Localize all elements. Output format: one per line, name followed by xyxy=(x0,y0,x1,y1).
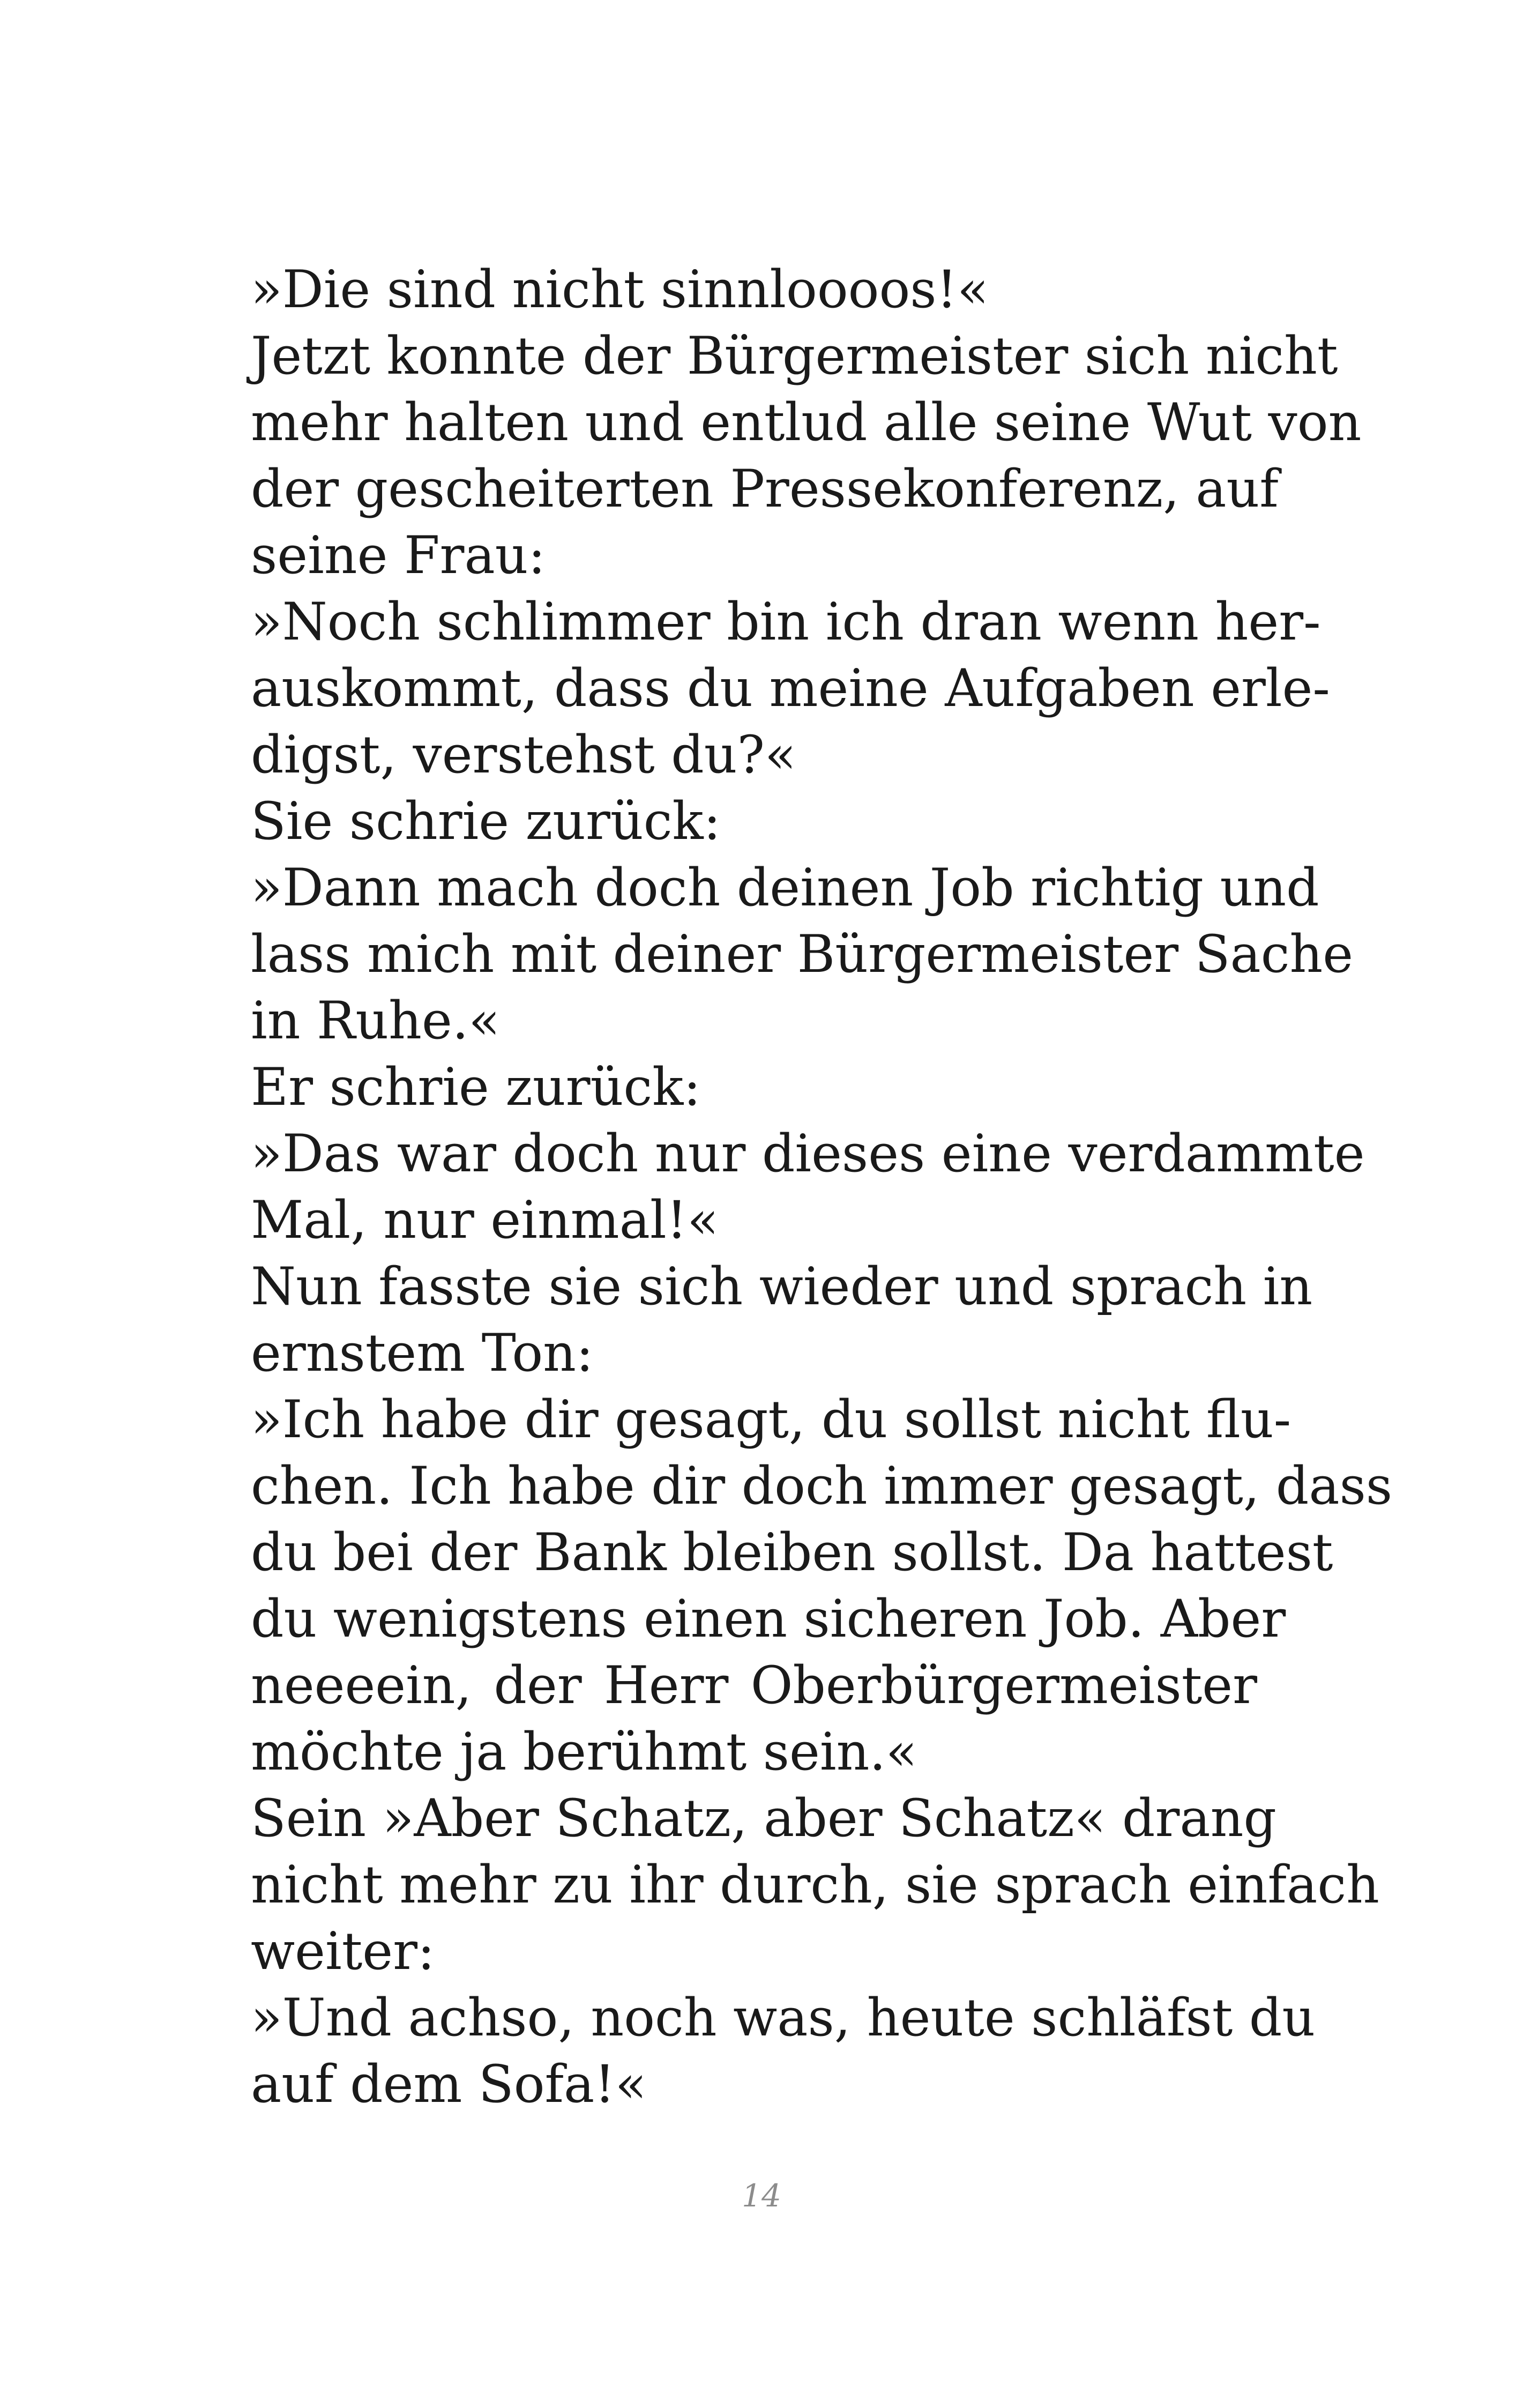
text-line: mehr halten und entlud alle seine Wut von xyxy=(251,392,1362,452)
text-line: Er schrie zurück: xyxy=(251,1057,701,1117)
text-line: »Das war doch nur dieses eine verdammte xyxy=(251,1124,1365,1184)
text-line: weiter: xyxy=(251,1921,435,1981)
text-line: Mal, nur einmal!« xyxy=(251,1190,719,1250)
text-line: »Die sind nicht sinnloooos!« xyxy=(251,259,989,319)
text-line: der gescheiterten Pressekonferenz, auf xyxy=(251,459,1279,519)
text-line: Jetzt konnte der Bürgermeister sich nicht xyxy=(251,326,1338,386)
body-text xyxy=(251,256,1393,2117)
text-line: »Ich habe dir gesagt, du sollst nicht flu- xyxy=(251,1389,1291,1450)
text-line: Nun fasste sie sich wieder und sprach in xyxy=(251,1257,1313,1317)
text-line: auf dem Sofa!« xyxy=(251,2054,647,2114)
text-line: lass mich mit deiner Bürgermeister Sache xyxy=(251,924,1354,984)
text-line: Sie schrie zurück: xyxy=(251,791,721,851)
text-line: ernstem Ton: xyxy=(251,1323,594,1383)
text-line: Sein »Aber Schatz, aber Schatz« drang xyxy=(251,1788,1276,1848)
text-line: »Noch schlimmer bin ich dran wenn her- xyxy=(251,592,1321,652)
text-line: auskommt, dass du meine Aufgaben erle- xyxy=(251,658,1330,718)
text-line: digst, verstehst du?« xyxy=(251,725,796,785)
text-line: du bei der Bank bleiben sollst. Da hattest xyxy=(251,1522,1333,1582)
page-number: 14 xyxy=(742,2177,781,2214)
text-line: neeeein, der Herr Oberbürgermeister xyxy=(251,1655,1257,1715)
text-line: du wenigstens einen sicheren Job. Aber xyxy=(251,1589,1286,1649)
text-line: nicht mehr zu ihr durch, sie sprach einfach xyxy=(251,1855,1379,1915)
text-line: »Dann mach doch deinen Job richtig und xyxy=(251,858,1319,918)
text-line: chen. Ich habe dir doch immer gesagt, dass xyxy=(251,1456,1393,1516)
text-line: »Und achso, noch was, heute schläfst du xyxy=(251,1988,1316,2048)
text-line: in Ruhe.« xyxy=(251,991,501,1051)
text-line: seine Frau: xyxy=(251,525,546,585)
text-line: möchte ja berühmt sein.« xyxy=(251,1722,917,1782)
